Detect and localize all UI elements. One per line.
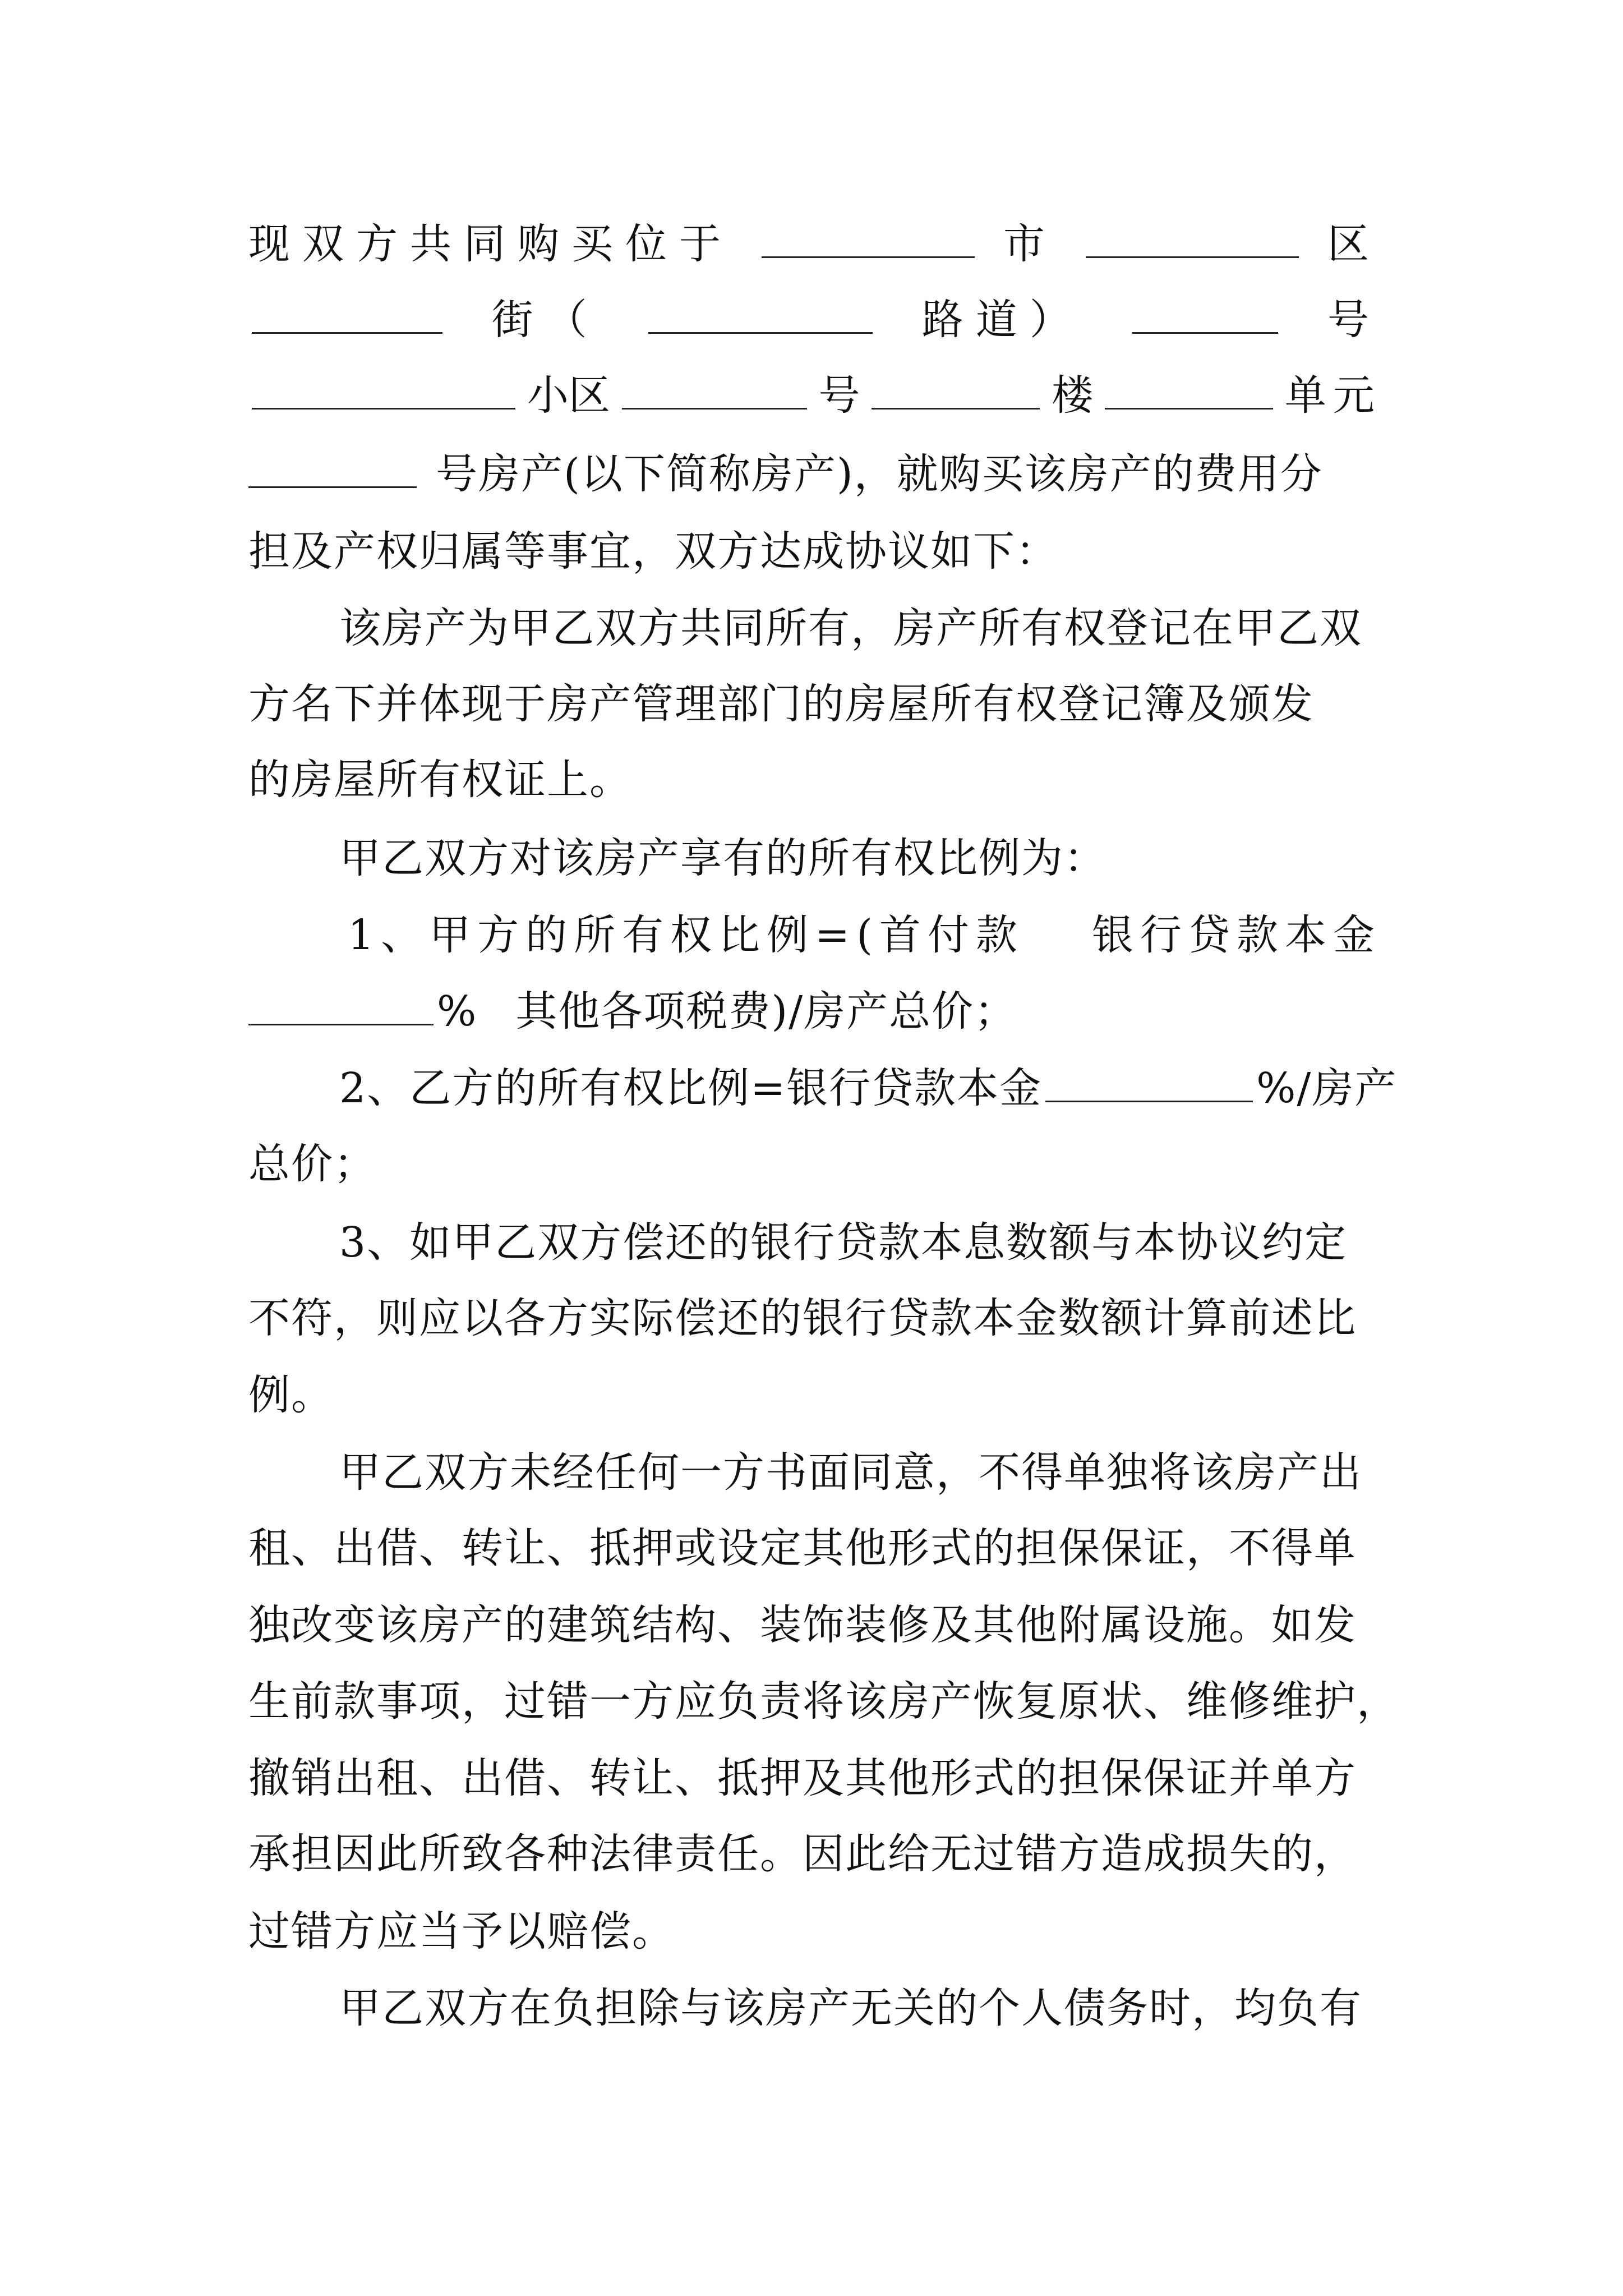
text-line: 生前款事项，过错一方应负责将该房产恢复原状、维修维护， [248, 1677, 1399, 1726]
text-line: 甲乙双方在负担除与该房产无关的个人债务时，均负有 [339, 1984, 1362, 2032]
text-segment: 2、乙方的所有权比例=银行贷款本金 [339, 1064, 1043, 1112]
text-line: 担及产权归属等事宜，双方达成协议如下： [248, 527, 1058, 576]
text-line: 甲乙双方未经任何一方书面同意，不得单独将该房产出 [339, 1448, 1362, 1497]
text-line: 承担因此所致各种法律责任。因此给无过错方造成损失的， [248, 1830, 1357, 1878]
text-line: 总价； [248, 1140, 376, 1188]
fill-in-blank [762, 222, 975, 258]
text-segment: 路道） [921, 296, 1083, 344]
text-segment: 现双方共同购买位于 [248, 220, 733, 268]
text-segment: 市 [1003, 220, 1057, 268]
text-segment: 银行贷款本金 [1092, 911, 1381, 959]
fill-in-blank [252, 297, 442, 334]
fill-in-blank [1105, 373, 1273, 409]
fill-in-blank [1086, 222, 1299, 258]
text-line [248, 213, 1381, 275]
text-line: 方名下并体现于房产管理部门的房屋所有权登记簿及颁发 [248, 680, 1314, 728]
fill-in-blank [622, 373, 807, 409]
text-line [248, 443, 1381, 505]
text-line: 独改变该房产的建筑结构、装饰装修及其他附属设施。如发 [248, 1601, 1357, 1649]
text-segment: %/房产 [1256, 1064, 1398, 1112]
fill-in-blank [252, 373, 515, 409]
text-line: 的房屋所有权证上。 [248, 756, 632, 804]
text-segment: 号 [818, 371, 860, 420]
text-line: 不符，则应以各方实际偿还的银行贷款本金数额计算前述比 [248, 1294, 1357, 1342]
text-line [248, 981, 1381, 1042]
fill-in-blank [1045, 1066, 1253, 1102]
text-line: 租、出借、转让、抵押或设定其他形式的担保保证，不得单 [248, 1524, 1357, 1572]
text-line [339, 1057, 1398, 1119]
fill-in-blank [248, 452, 417, 488]
text-line: 过错方应当予以赔偿。 [248, 1907, 675, 1955]
text-line: 该房产为甲乙双方共同所有，房产所有权登记在甲乙双 [339, 604, 1362, 652]
text-segment: 区 [1327, 220, 1381, 268]
text-line: 例。 [248, 1371, 334, 1419]
fill-in-blank [1132, 297, 1278, 334]
fill-in-blank [872, 373, 1040, 409]
text-segment: 小区 [527, 371, 610, 420]
fill-in-blank [248, 989, 434, 1025]
text-line [248, 289, 1381, 351]
text-line: 3、如甲乙双方偿还的银行贷款本息数额与本协议约定 [339, 1218, 1348, 1267]
text-line [248, 365, 1381, 426]
text-line: 撤销出租、出借、转让、抵押及其他形式的担保保证并单方 [248, 1754, 1357, 1802]
text-segment: 号 [1327, 296, 1381, 344]
text-segment: 楼 [1052, 371, 1094, 420]
text-line [348, 904, 1381, 966]
text-segment: 1、甲方的所有权比例=(首付款 [348, 911, 1024, 959]
text-segment: 号房产(以下简称房产)，就购买该房产的费用分 [436, 450, 1323, 498]
text-segment: 单元 [1284, 371, 1381, 420]
text-segment: 其他各项税费)/房产总价； [515, 987, 1017, 1036]
text-segment: % [437, 987, 477, 1036]
fill-in-blank [648, 297, 873, 334]
text-segment: 街（ [491, 296, 600, 344]
text-line: 甲乙双方对该房产享有的所有权比例为： [339, 834, 1106, 882]
